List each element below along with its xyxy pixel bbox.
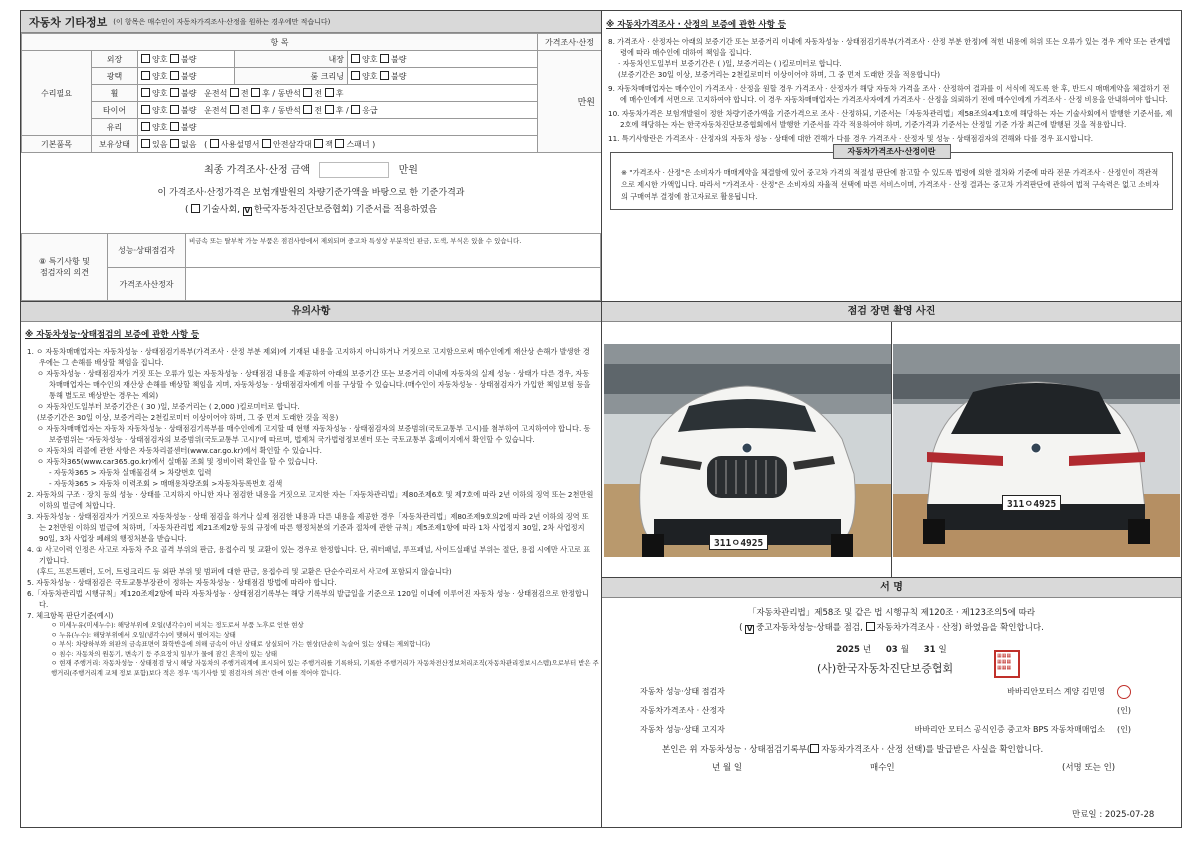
gloss-options[interactable]: 양호 불량 [138,68,235,85]
notifier-row: 자동차 성능·상태 고지자 바바리안 모터스 공식인증 중고차 BPS 자동차매매업소 (인) [640,725,1131,734]
tire-options[interactable]: 양호 불량 운전석 전 후 / 동반석 전 후 / 응급 [138,102,538,119]
holding-options[interactable]: 있음 없음 ( 사용설명서 안전삼각대 잭 스패너 ) [138,136,538,153]
price-inspector-text [186,268,601,301]
exterior-options[interactable]: 양호 불량 [138,51,235,68]
rear-car-photo [893,344,1180,557]
price-unit: 만원 [538,51,602,153]
row-tire: 타이어 [92,102,138,119]
note-3: 3. 자동차성능 · 상태점검자가 거짓으로 자동차성능 · 상태 점검을 하거나 실제 점검한 내용과 다른 내용을 제공한 경우「자동차관리법」제80조제9호의2에 따라 2년 이하의 징역 또는 2천만원 이하의 벌금에 처하며,「자동차관리법 제21조제2항 등의 규정에 따른 행정처분의 기준과 절차에 관한 규칙」제5조제1항에 따라 1차 사업정지 30일, 2차 사업정지 90일, 3차 사업장 폐쇄의 행정처분을 받습니다. [27,512,589,543]
photo-divider [891,322,892,577]
roomclean-options[interactable]: 양호 불량 [348,68,538,85]
buyer-sign: (서명 또는 인) [1062,763,1116,773]
note-1e: ㅇ 자동차매매업자는 자동차 자동차성능 · 상태점검기록부를 매수인에게 고지할 때 현행 자동차성능 · 상태점검자의 보증범위(국토교통부 고시)를 첨부하여 고지하여야 합니다. 동 보증범위는 '자동차성능 · 상태점검자의 보증범위(국토교통부 고시)'에 따르며, 법제처 국가법령정보센터 또는 국토교통부 홈페이지에서 확인할 수 있습니다. [37,424,591,444]
box-text: ※ "가격조사 · 산정"은 소비자가 매매계약을 체결함에 있어 중고차 가격의 적절성 판단에 참고할 수 있도록 법령에 의한 절차와 기준에 따라 전문 가격조사 · 산정인이 객관적으로 제시한 가액입니다. 따라서 "가격조사 · 산정"은 소비자의 자율적 선택에 따른 서비스이며, 가격조사 · 산정 결과는 중고차 가격판단에 관하여 법적 구속력은 없고 소비자의 구매여부 결정에 참고자료로 활용됩니다. [621,168,1160,201]
row-interior: 내장 [235,51,348,68]
buyer-label: 매수인 [870,763,895,773]
signer-list [640,682,1160,739]
glass-options[interactable]: 양호 불량 [138,119,538,136]
item-10: 10. 자동차가격은 보험개발원이 정한 차량기준가액을 기준가격으로 조사 · 산정하되, 기준서는「자동차관리법」제58조의4제1호에 해당하는 자는 기술사회에서 발행한 기준서를, 제2호에 해당하는 자는 한국자동차진단보증협회에서 발행한 기준서를 각각 적용하여야 하며, 기준가격과 기준서는 산정일 기준 가장 최근에 발행된 것을 적용합니다. [608,109,1173,129]
col-price: 가격조사·산정 [538,34,602,51]
note-4b: (후드, 프론트펜더, 도어, 트렁크리드 등 외판 부위 및 범퍼에 대한 판금, 용접수리 및 교환은 단순수리로서 사고에 포함되지 않습니다) [37,567,452,576]
note-7: 7. 체크항목 판단기준(예시) [27,611,114,620]
wheel-options[interactable]: 양호 불량 운전석 전 후 / 동반석 전 후 [138,85,538,102]
precautions-section [21,302,601,827]
price-guarantee-header: ※ 자동차가격조사 · 산정의 보증에 관한 사항 등 [606,20,787,30]
row-wheel: 휠 [92,85,138,102]
repair-label: 수리필요 [22,51,92,136]
signature-block [602,577,1181,820]
price-definition-box [610,147,1173,210]
note-1d: (보증기간은 30일 이상, 보증거리는 2천킬로미터 이상이어야 하며, 그 중 먼저 도래한 것을 적용) [37,413,339,422]
section-subtitle: (이 항목은 매수인이 자동차가격조사·산정을 원하는 경우에만 적습니다) [113,17,331,26]
final-price-input[interactable] [319,162,389,178]
final-price-row: 최종 가격조사·산정 금액 만원 [21,161,601,178]
checkbox-receipt[interactable] [810,744,819,753]
item-8-sub1: · 자동차인도일부터 보증기간은 ( )일, 보증거리는 ( )킬로미터로 합니다. [618,59,842,68]
note-1b: ㅇ 자동차성능 · 상태점검자가 거짓 또는 오류가 있는 자동차성능 · 상태점검 내용을 제공하여 아래의 보증기간 또는 보증거리 이내에 자동차의 실제 성능 · 상태가 다른 경우, 자동차매매업자는 매수인의 재산상 손해를 배상할 책임을 지며, 자동차성능 · 상태점검자에게 이를 구상할 수 있습니다.(매수인이 자동차성능 · 상태점검자가 가입한 책임보험 등을 통해 별도로 배상받는 경우는 제외) [37,369,591,400]
criteria-1: ㅇ 미세누유(미세누수): 해당부위에 오일(냉각수)이 비치는 정도로서 부품 노후로 인한 현상 [51,621,304,629]
special-notes-table [21,233,601,301]
row-glass: 유리 [92,119,138,136]
inspector-seal [1117,685,1131,699]
row-gloss: 광택 [92,68,138,85]
item-11: 11. 특기사항란은 가격조사 · 산정자의 자동차 성능 · 상태에 대한 견해가 다를 경우 가격조사 · 산정자 및 성능 · 상태점검자의 견해와 다를 경우 표시합니다. [608,134,1094,143]
criteria-4: ㅇ 침수: 자동차의 원동기, 변속기 등 주요장치 일부가 물에 잠긴 흔적이 있는 상태 [51,649,278,658]
note-1i: - 자동차365 > 자동차 이력조회 > 매매용차량조회 >자동차등록번호 검색 [49,479,283,488]
checkbox-perf[interactable]: V [746,625,753,633]
checkbox-tech-society[interactable] [191,204,200,213]
perf-inspector-label: 성능·상태점검자 [108,234,186,268]
item-8: 8. 가격조사 · 산정자는 아래의 보증기간 또는 보증거리 이내에 자동차성능 · 상태점검기록부(가격조사 · 산정 부분 한정)에 적힌 내용에 허위 또는 오류가 있는 경우 계약 또는 관계법령에 따라 매수인에 대하여 책임을 집니다. [608,37,1171,57]
note-5: 5. 자동차성능 · 상태점검은 국토교통부장관이 정하는 자동차성능 · 상태점검 방법에 따라야 합니다. [27,578,337,587]
perf-inspector-text: 비금속 또는 탈부착 가능 부품은 점검사항에서 제외되며 중고차 특성상 부분적인 판금, 도색, 부식은 있을 수 있습니다. [186,234,601,268]
note-1c: ㅇ 자동차인도일부터 보증기간은 ( 30 )일, 보증거리는 ( 2,000 )킬로미터로 합니다. [37,402,300,411]
note-2: 2. 자동차의 구조 · 장치 등의 성능 · 상태를 고지하지 아니한 자나 점검한 내용을 거짓으로 고지한 자는「자동차관리법」제80조제6호 및 제7호에 따라 2년 이하의 징역 또는 2천만원 이하의 벌금에 처합니다. [27,490,594,510]
front-plate: 311ㅇ4925 [709,534,768,550]
info-table [21,33,601,153]
sign-line1: 「자동차관리법」제58조 및 같은 법 시행규칙 제120조 · 제123조의5에 따라 [747,608,1036,618]
precautions-bar: 유의사항 [21,302,601,322]
note-1g: ㅇ 자동차365(www.car365.go.kr)에서 실매물 조회 및 정비이력 확인을 할 수 있습니다. [37,457,318,466]
precautions-header: ※ 자동차성능·상태점검의 보증에 관한 사항 등 [25,330,200,340]
note-6: 6.「자동차관리법 시행규칙」제120조제2항에 따라 자동차성능 · 상태점검기록부는 해당 기록부의 발급일을 기준으로 120일 이내에 이루어진 자동차 성능 · 상태점검으로 한정합니다. [27,589,589,609]
rear-plate: 311ㅇ4925 [1002,495,1061,511]
note-1h: - 자동차365 > 자동차 실매물검색 > 차량번호 입력 [49,468,212,477]
criteria-2: ㅇ 누유(누수): 해당부위에서 오일(냉각수)이 맺혀서 떨어지는 상태 [51,630,236,639]
box-title: 자동차가격조사·산정이란 [832,144,950,159]
basis-line1: 이 가격조사·산정가격은 보험개발원의 차량기준가액을 바탕으로 한 기준가격과 [157,188,465,198]
photo-sign-section [602,302,1181,827]
price-inspector-label: 가격조사산정자 [108,268,186,301]
item-9: 9. 자동차매매업자는 매수인이 가격조사 · 산정을 원할 경우 가격조사 · 산정자가 해당 자동차 가격을 조사 · 산정하여 결과를 이 서식에 적도록 한 후, 반드시 매매계약을 체결하기 전에 매수인에게 서면으로 고지하여야 합니다. 이 경우 자동차매매업자는 가격조사자에게 가격조사 · 산정을 의뢰하기 전에 매수인에게 가격조사 · 산정 비용을 안내하여야 합니다. [608,84,1170,104]
basis-line2: ( 기술사회, V 한국자동차진단보증협회) 기준서를 적용하였음 [184,205,438,215]
sign-line2: ( V 중고자동차성능·상태를 점검, 자동차가격조사 · 산정) 하였음을 확인합니다. [739,623,1044,633]
price-guarantee-section [602,11,1181,301]
vehicle-other-info [21,11,601,301]
item-8-sub2: (보증기간은 30일 이상, 보증거리는 2천킬로미터 이상이어야 하며, 그 중 먼저 도래한 것을 적용합니다) [618,70,941,79]
expiry-date: 만료일 : 2025-07-28 [1072,810,1155,820]
note-4: 4. ① 사고이력 인정은 사고로 자동차 주요 골격 부위의 판금, 용접수리 및 교환이 있는 경우로 한정합니다. 단, 쿼터패널, 루프패널, 사이드실패널 부위는 절단, 용접 시에만 사고로 표기합니다. [27,545,591,565]
row-exterior: 외장 [92,51,138,68]
sign-bar: 서 명 [602,578,1181,598]
section-title: 자동차 기타정보 [29,15,108,29]
criteria-5: ㅇ 현재 주행거리: 자동차성능 · 상태점검 당시 해당 자동차의 주행거리계에 표시되어 있는 주행거리를 기록하되, 기록한 주행거리가 자동차전산정보처리조직(자동차관리정보시스템)으로부터 받은 주행거리(주행거리계 교체 정보 포함)보다 적은 경우 '특기사항 및 점검자의 의견' 란에 이를 적어야 합니다. [51,659,599,677]
photo-bar: 점검 장면 촬영 사진 [602,302,1181,322]
col-item: 항 목 [22,34,538,51]
org-name: (사)한국자동차진단보증협회 [817,662,954,675]
perf-inspector-row: 자동차 성능·상태 점검자 바바리안모터스 계양 김민영 [640,682,1160,701]
document-frame [20,10,1182,828]
row-roomclean: 룸 크리닝 [235,68,348,85]
price-inspector-row: 자동차가격조사 · 산정자 (인) [640,706,1131,715]
sign-date: 2025 년 03 월 31 일 [836,645,947,655]
checkbox-price[interactable] [866,622,875,631]
row-holding: 보유상태 [92,136,138,153]
interior-options[interactable]: 양호 불량 [348,51,538,68]
checkbox-kadwa[interactable]: V [244,207,251,215]
basic-label: 기본품목 [22,136,92,153]
buyer-date: 년 월 일 [712,763,743,773]
criteria-3: ㅇ 부식: 차량하부와 외판의 금속표면이 화학반응에 의해 금속이 아닌 상태로 상실되어 가는 현상(단순히 녹슬어 있는 상태는 제외합니다) [51,640,431,648]
receipt-line: 본인은 위 자동차성능 · 상태점검기록부( 자동차가격조사 · 산정 선택)를 발급받은 사실을 확인합니다. [662,745,1044,755]
note-1f: ㅇ 자동차의 리콜에 관한 사항은 자동차리콜센터(www.car.go.kr)에서 확인할 수 있습니다. [37,446,322,455]
special-label: ⑧ 특기사항 및 점검자의 의견 [22,234,108,301]
note-1a: 1. ㅇ 자동차매매업자는 자동차성능 · 상태점검기록부(가격조사 · 산정 부분 제외)에 기재된 내용을 고지하지 아니하거나 거짓으로 고지함으로써 매수인에게 재산상 손해가 발생한 경우에는 그 손해를 배상할 책임을 집니다. [27,347,590,367]
org-seal: ▦▦▦ ▦▦▦ ▦▦▦ [994,650,1020,678]
front-car-photo [604,344,891,557]
